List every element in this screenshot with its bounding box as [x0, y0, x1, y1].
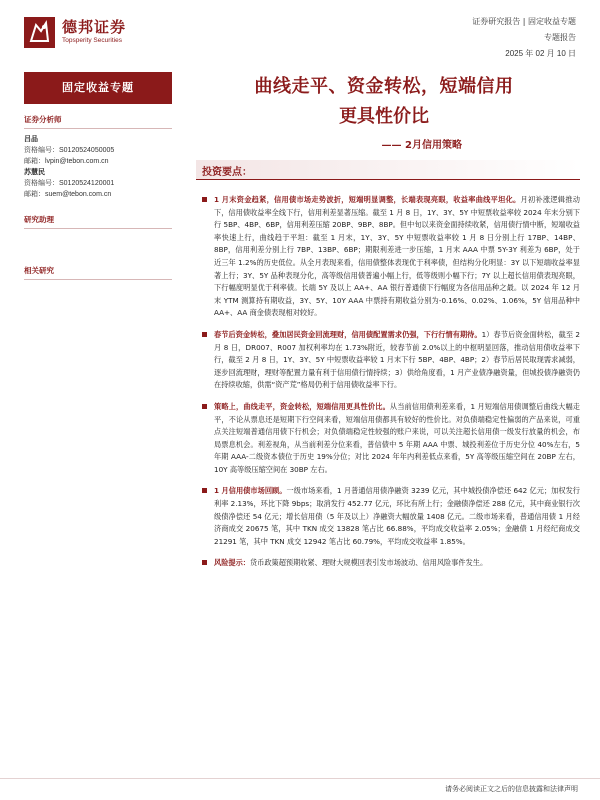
brand-name-en: Topsperity Securities [62, 37, 122, 44]
key-point [200, 329, 580, 392]
key-point [200, 485, 580, 548]
key-point [200, 401, 580, 477]
title-line-2: 更具性价比 [339, 106, 429, 127]
analyst-cert: 资格编号：S0120524050005 [24, 147, 115, 154]
analyst-heading: 证券分析师 [24, 114, 172, 129]
section-heading-text: 投资要点： [202, 167, 252, 178]
assistant-heading: 研究助理 [24, 214, 172, 229]
analyst-email[interactable]: 邮箱：suem@tebon.com.cn [24, 191, 112, 198]
title-line-1: 曲线走平、资金转松，短端信用 [254, 76, 514, 97]
brand-logo-mark [24, 17, 55, 48]
footer-disclaimer: 请务必阅读正文之后的信息披露和法律声明 [445, 785, 578, 793]
section-heading [196, 160, 580, 180]
bullet-square-icon [202, 404, 207, 409]
point-lead: 春节后资金转松，叠加居民资金回流理财，信用债配置需求仍强，下行行情有期待。 [214, 329, 482, 339]
point-lead: 策略上，曲线走平，资金转松，短端信用更具性价比。 [214, 401, 390, 411]
analyst-card [24, 134, 172, 200]
key-points [200, 194, 580, 579]
point-body: 月初补涨逻辑推动下，信用债收益率全线下行，信用利差显著压缩。截至 1 月 8 日，1Y、3Y、5Y 中短票收益率较 2024 年末分别下行 5BP、4BP、6BP，信用利差压缩 20BP、9BP、8BP。但中旬以来资金面持续收紧，信用债行情中断，短端收益率快速上行，曲线趋于平坦：截至 1 月末，1Y、3Y、5Y 中短票收益率较 1 月 8 日分别上行 17BP、14BP、8BP，信用利差分别上行 7BP、13BP、6BP；期限利差进一步压缩，1 月末 AAA 中票 5Y-3Y 利差为 6BP，处于近三年 1.2%的历史低位。从全月表现来看，信用债整体表现优于利率债，但结构分化明显：3Y 以下短端收益率显著上行；3Y、5Y 品种表现分化，高等级信用债普遍小幅上行，低等级则小幅下行；7Y 以上超长信用债表现亮眼，下行幅度明显优于利率债。长端 5Y 及以上 AA+、AA 银行普通债下行幅度为各信用品种之最。以 2024 年 12 月末 YTM 测算持有期收益，3Y、5Y、10Y AAA 中票持有期收益分别为-0.16%、0.02%、1.06%，5Y 信用品种中 AA+、AA 商金债表现相对较好。 [214, 195, 580, 318]
report-subtitle: —— 2月信用策略 [381, 140, 462, 151]
bullet-square-icon [202, 488, 207, 493]
analyst-name: 吕品 [24, 135, 38, 143]
sidebar [24, 72, 172, 280]
point-lead: 1 月信用债市场回顾。 [214, 486, 287, 496]
analyst-email[interactable]: 邮箱：lvpin@tebon.com.cn [24, 158, 109, 165]
report-title [186, 74, 582, 151]
related-heading: 相关研究 [24, 265, 172, 280]
point-lead: 风险提示： [214, 558, 250, 568]
point-body: 从当前信用债利差来看，1 月短端信用债调整后曲线大幅走平，不论从票息还是短期下行空间来看，短端信用债都具有较好的性价比。对负债端稳定性偏弱的产品来说，可重点关注短端普通信用债下行机会；对负债端稳定性较强的账户来说，可以关注超长信用债一级发行放量的机会，布局票息机会。利差视角，从当前利差分位来看，普信债中 5 年期 AAA 中票、城投利差位于历史分位 40%左右，5 年期 AAA-二级资本债位于历史 19%分位；对比 2024 年年内利差低点来看，5Y 高等级压缩空间在 20BP 左右，10Y 高等级压缩空间在 30BP 左右。 [214, 401, 580, 474]
brand-logo [24, 14, 179, 50]
point-body: 货币政策超预期收紧、理财大规模回表引发市场波动、信用风险事件发生。 [249, 558, 488, 568]
bullet-square-icon [202, 197, 207, 202]
key-point [200, 194, 580, 320]
point-lead: 1 月末资金趋紧，信用债市场走势波折，短端明显调整，长端表现亮眼，收益率曲线平坦化。 [214, 195, 521, 204]
report-date: 2025 年 02 月 10 日 [505, 49, 576, 58]
bullet-square-icon [202, 560, 207, 565]
brand-name-cn: 德邦证券 [62, 18, 127, 36]
bullet-square-icon [202, 332, 207, 337]
sidebar-title: 固定收益专题 [24, 72, 172, 104]
risk-warning [200, 557, 580, 570]
report-subtype: 专题报告 [544, 33, 576, 42]
footer-divider [0, 778, 600, 779]
report-type: 证券研究报告 | 固定收益专题 [472, 17, 576, 26]
analyst-cert: 资格编号：S0120524120001 [24, 180, 115, 187]
logo-glyph-icon [24, 17, 55, 48]
point-body: 1）春节后资金面转松，截至 2 月 8 日，DR007、R007 加权利率均在 1.73%附近，较春节前 2.0%以上的中枢明显回落，推动信用债收益率下行，截至 2 月 8 日，1Y、3Y、5Y 中短票收益率较 1 月末下行 5BP、4BP、4BP；2）春节后居民取现需求减弱，逐步回流理财，理财等配置力量有利于信用债行情持续；3）供给角度看，1 月产业债净融资量，但城投债净融资仍在持续收缩，供需“资产荒”格局仍利于信用债收益率下行。 [214, 329, 580, 390]
point-body: 一级市场来看，1 月普通信用债净融资 3239 亿元，其中城投债净偿还 642 亿元；加权发行利率 2.13%，环比下降 9bps；取消发行 452.77 亿元，环比有所上行；金融债净偿还 288 亿元，其中商业银行次级债净偿还 54 亿元；增长信用债（5 年及以上）净融资大幅放量 1408 亿元。二级市场来看，普通信用债 1 月经济商成交 20675 笔，其中 TKN 成交 13828 笔占比 66.88%，平均成交收益率 2.05%；金融债 1 月经纪商成交 21291 笔，其中 TKN 成交 12942 笔占比 60.79%，平均成交收益率 1.85%。 [214, 486, 580, 546]
analyst-name: 苏慧民 [24, 168, 45, 176]
